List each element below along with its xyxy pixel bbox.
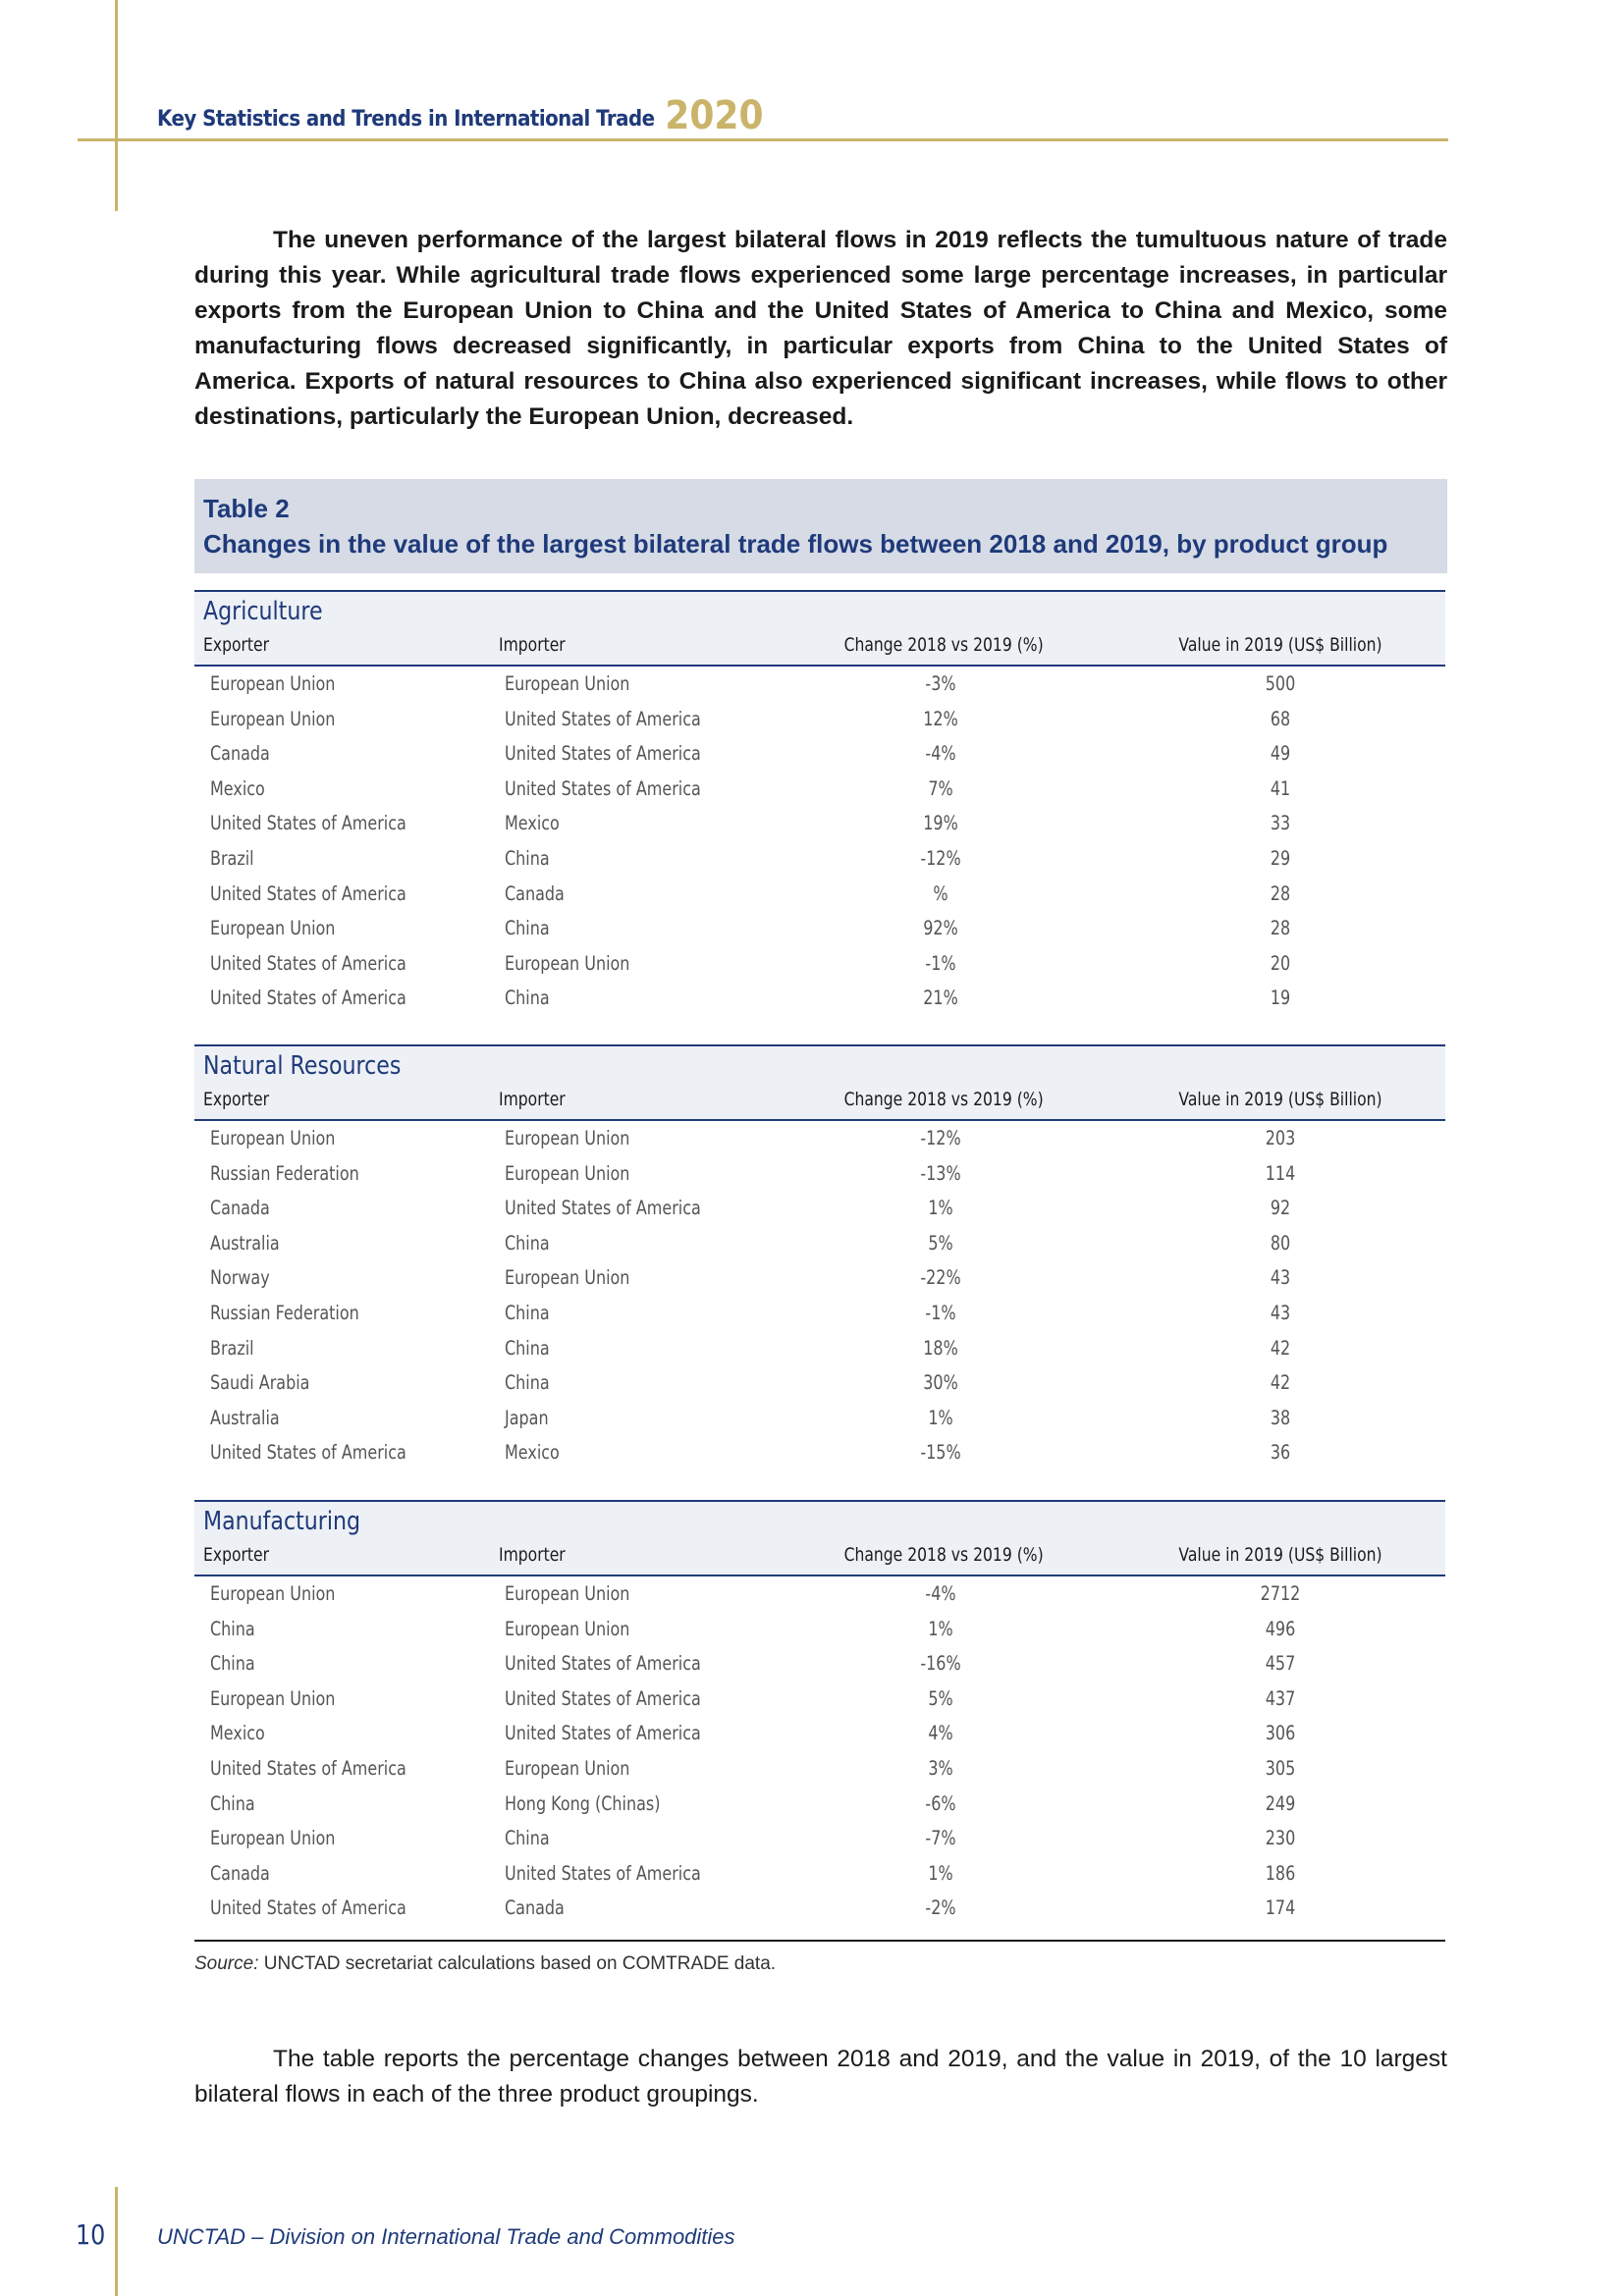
table-row — [194, 1401, 1445, 1436]
table-row — [194, 946, 1445, 982]
footer-vertical-rule — [115, 2187, 118, 2296]
cell-importer: United States of America — [505, 1652, 701, 1676]
col-header-importer: Importer — [499, 1544, 566, 1566]
table-row — [194, 1260, 1445, 1296]
cell-exporter: Australia — [210, 1231, 280, 1255]
cell-importer: China — [505, 917, 550, 940]
col-header-value: Value in 2019 (US$ Billion) — [1178, 634, 1382, 656]
cell-importer: United States of America — [505, 1197, 701, 1220]
table-row — [194, 1856, 1445, 1892]
table-row — [194, 1612, 1445, 1647]
table-row — [194, 841, 1445, 877]
table-number: Table 2 — [203, 494, 290, 523]
table-row — [194, 1435, 1445, 1470]
cell-change: -4% — [925, 742, 956, 766]
cell-value: 500 — [1265, 672, 1296, 695]
header-year: 2020 — [665, 93, 764, 138]
cell-value: 457 — [1265, 1652, 1296, 1676]
cell-change: -1% — [925, 1301, 956, 1324]
cell-change: -7% — [925, 1827, 956, 1850]
cell-value: 20 — [1270, 951, 1291, 975]
cell-exporter: European Union — [210, 917, 336, 940]
cell-change: -13% — [920, 1161, 961, 1185]
closing-paragraph — [194, 2042, 1447, 2112]
cell-importer: United States of America — [505, 1722, 701, 1745]
cell-importer: Japan — [505, 1406, 549, 1429]
table-bottom-rule — [194, 1940, 1445, 1942]
source-label: Source: — [194, 1953, 259, 1974]
cell-change: -12% — [920, 1127, 961, 1149]
cell-change: % — [933, 881, 948, 905]
cell-importer: China — [505, 1371, 550, 1395]
cell-change: 21% — [923, 987, 958, 1010]
table-section — [194, 590, 1445, 1016]
cell-change: 5% — [928, 1686, 953, 1710]
cell-value: 437 — [1265, 1686, 1296, 1710]
footer-text: UNCTAD – Division on International Trade and Commodities — [157, 2224, 735, 2249]
cell-change: 12% — [923, 707, 958, 730]
cell-exporter: Brazil — [210, 846, 254, 870]
cell-change: 7% — [928, 776, 953, 800]
table-row — [194, 911, 1445, 946]
table-row — [194, 1751, 1445, 1787]
cell-importer: European Union — [505, 1582, 630, 1605]
cell-value: 43 — [1270, 1266, 1291, 1290]
cell-exporter: Saudi Arabia — [210, 1371, 310, 1395]
cell-exporter: China — [210, 1791, 255, 1815]
cell-importer: United States of America — [505, 742, 701, 766]
table-row — [194, 667, 1445, 702]
col-header-importer: Importer — [499, 634, 566, 656]
cell-change: 1% — [928, 1197, 953, 1220]
source-text: UNCTAD secretariat calculations based on COMTRADE data. — [258, 1953, 777, 1974]
cell-change: 18% — [923, 1336, 958, 1360]
cell-importer: China — [505, 1231, 550, 1255]
table-row — [194, 1821, 1445, 1856]
cell-exporter: Mexico — [210, 1722, 265, 1745]
cell-value: 496 — [1265, 1617, 1296, 1640]
table-caption — [194, 479, 1447, 573]
table-row — [194, 702, 1445, 737]
cell-change: 1% — [928, 1406, 953, 1429]
cell-exporter: Russian Federation — [210, 1161, 359, 1185]
cell-exporter: United States of America — [210, 1896, 406, 1920]
table-row — [194, 1716, 1445, 1751]
table-row — [194, 981, 1445, 1016]
col-header-exporter: Exporter — [203, 634, 269, 656]
cell-exporter: Canada — [210, 1861, 270, 1885]
cell-importer: European Union — [505, 1161, 630, 1185]
col-header-value: Value in 2019 (US$ Billion) — [1178, 1089, 1382, 1110]
cell-value: 42 — [1270, 1371, 1291, 1395]
cell-importer: China — [505, 1301, 550, 1324]
cell-change: -2% — [925, 1896, 956, 1920]
cell-exporter: United States of America — [210, 951, 406, 975]
cell-value: 19 — [1270, 987, 1291, 1010]
cell-value: 80 — [1270, 1231, 1291, 1255]
cell-value: 36 — [1270, 1441, 1291, 1465]
cell-value: 230 — [1265, 1827, 1296, 1850]
cell-change: 5% — [928, 1231, 953, 1255]
cell-importer: Mexico — [505, 812, 560, 835]
cell-importer: European Union — [505, 672, 630, 695]
cell-value: 114 — [1265, 1161, 1296, 1185]
cell-exporter: Australia — [210, 1406, 280, 1429]
cell-value: 92 — [1270, 1197, 1291, 1220]
table-row — [194, 1191, 1445, 1226]
col-header-importer: Importer — [499, 1089, 566, 1110]
cell-importer: China — [505, 1336, 550, 1360]
section-header — [194, 590, 1445, 667]
col-header-exporter: Exporter — [203, 1089, 269, 1110]
section-header — [194, 1044, 1445, 1121]
table-title: Changes in the value of the largest bilateral trade flows between 2018 and 2019, by product group — [203, 529, 1388, 559]
cell-change: -1% — [925, 951, 956, 975]
cell-exporter: European Union — [210, 672, 336, 695]
cell-importer: Canada — [505, 1896, 565, 1920]
cell-exporter: Brazil — [210, 1336, 254, 1360]
cell-exporter: European Union — [210, 707, 336, 730]
cell-importer: Hong Kong (Chinas) — [505, 1791, 661, 1815]
cell-change: -4% — [925, 1582, 956, 1605]
cell-change: 1% — [928, 1861, 953, 1885]
cell-value: 2712 — [1260, 1582, 1301, 1605]
section-title: Agriculture — [203, 597, 323, 626]
cell-value: 43 — [1270, 1301, 1291, 1324]
running-header — [157, 93, 764, 138]
cell-change: 30% — [923, 1371, 958, 1395]
table-row — [194, 1365, 1445, 1401]
cell-change: 19% — [923, 812, 958, 835]
cell-importer: Mexico — [505, 1441, 560, 1465]
cell-value: 186 — [1265, 1861, 1296, 1885]
col-header-value: Value in 2019 (US$ Billion) — [1178, 1544, 1382, 1566]
cell-change: -16% — [920, 1652, 961, 1676]
intro-paragraph — [194, 223, 1447, 435]
header-vertical-rule — [115, 0, 118, 211]
cell-change: 3% — [928, 1756, 953, 1780]
cell-change: -3% — [925, 672, 956, 695]
table-row — [194, 1121, 1445, 1156]
cell-value: 29 — [1270, 846, 1291, 870]
table-row — [194, 1331, 1445, 1366]
cell-importer: European Union — [505, 1756, 630, 1780]
cell-change: -12% — [920, 846, 961, 870]
intro-text: The uneven performance of the largest bilateral flows in 2019 reflects the tumultuous nature of trade during this year. While agricultural trade flows experienced some large percentage increases, in particular exports from the European Union to China and the United States of America to China and Mexico, some manufacturing flows decreased significantly, in particular exports from China to the United States of America. Exports of natural resources to China also experienced significant increases, while flows to other destinations, particularly the European Union, decreased. — [194, 227, 1447, 430]
cell-value: 49 — [1270, 742, 1291, 766]
cell-change: 1% — [928, 1617, 953, 1640]
cell-change: -15% — [920, 1441, 961, 1465]
cell-importer: European Union — [505, 1266, 630, 1290]
cell-exporter: European Union — [210, 1582, 336, 1605]
cell-exporter: Norway — [210, 1266, 270, 1290]
cell-importer: China — [505, 846, 550, 870]
cell-exporter: United States of America — [210, 812, 406, 835]
table-row — [194, 1891, 1445, 1926]
table-section — [194, 1500, 1445, 1926]
table-source — [194, 1953, 776, 1975]
section-title: Manufacturing — [203, 1507, 361, 1536]
table-row — [194, 1682, 1445, 1717]
cell-value: 33 — [1270, 812, 1291, 835]
cell-importer: China — [505, 1827, 550, 1850]
table-section — [194, 1044, 1445, 1470]
cell-value: 28 — [1270, 881, 1291, 905]
cell-exporter: European Union — [210, 1827, 336, 1850]
cell-value: 68 — [1270, 707, 1291, 730]
cell-importer: Canada — [505, 881, 565, 905]
cell-importer: United States of America — [505, 776, 701, 800]
cell-exporter: European Union — [210, 1686, 336, 1710]
cell-importer: European Union — [505, 1617, 630, 1640]
cell-importer: United States of America — [505, 707, 701, 730]
table-row — [194, 736, 1445, 772]
cell-exporter: China — [210, 1617, 255, 1640]
cell-value: 249 — [1265, 1791, 1296, 1815]
cell-value: 38 — [1270, 1406, 1291, 1429]
cell-importer: United States of America — [505, 1861, 701, 1885]
cell-exporter: United States of America — [210, 987, 406, 1010]
col-header-exporter: Exporter — [203, 1544, 269, 1566]
col-header-change: Change 2018 vs 2019 (%) — [843, 1544, 1044, 1566]
cell-exporter: Canada — [210, 742, 270, 766]
cell-change: -6% — [925, 1791, 956, 1815]
cell-exporter: Canada — [210, 1197, 270, 1220]
cell-importer: European Union — [505, 951, 630, 975]
cell-value: 203 — [1265, 1127, 1296, 1149]
header-horizontal-rule — [78, 138, 1448, 141]
table-row — [194, 877, 1445, 912]
cell-change: 4% — [928, 1722, 953, 1745]
table-row — [194, 1156, 1445, 1192]
cell-exporter: Mexico — [210, 776, 265, 800]
cell-exporter: United States of America — [210, 1441, 406, 1465]
table-row — [194, 772, 1445, 807]
table-row — [194, 1296, 1445, 1331]
col-header-change: Change 2018 vs 2019 (%) — [843, 1089, 1044, 1110]
cell-exporter: United States of America — [210, 881, 406, 905]
cell-exporter: United States of America — [210, 1756, 406, 1780]
page-number: 10 — [76, 2218, 106, 2251]
cell-importer: European Union — [505, 1127, 630, 1149]
cell-importer: China — [505, 987, 550, 1010]
table-row — [194, 1646, 1445, 1682]
cell-exporter: Russian Federation — [210, 1301, 359, 1324]
header-title: Key Statistics and Trends in International Trade — [157, 107, 655, 132]
cell-value: 174 — [1265, 1896, 1296, 1920]
table-row — [194, 1576, 1445, 1612]
section-header — [194, 1500, 1445, 1576]
cell-importer: United States of America — [505, 1686, 701, 1710]
closing-text: The table reports the percentage changes between 2018 and 2019, and the value in 2019, of the 10 largest bilateral flows in each of the three product groupings. — [194, 2046, 1447, 2108]
table-row — [194, 1226, 1445, 1261]
table-row — [194, 806, 1445, 841]
col-header-change: Change 2018 vs 2019 (%) — [843, 634, 1044, 656]
table-row — [194, 1787, 1445, 1822]
cell-value: 28 — [1270, 917, 1291, 940]
cell-change: 92% — [923, 917, 958, 940]
section-title: Natural Resources — [203, 1051, 402, 1081]
cell-value: 42 — [1270, 1336, 1291, 1360]
cell-value: 305 — [1265, 1756, 1296, 1780]
cell-value: 306 — [1265, 1722, 1296, 1745]
cell-exporter: European Union — [210, 1127, 336, 1149]
cell-value: 41 — [1270, 776, 1291, 800]
cell-exporter: China — [210, 1652, 255, 1676]
cell-change: -22% — [920, 1266, 961, 1290]
